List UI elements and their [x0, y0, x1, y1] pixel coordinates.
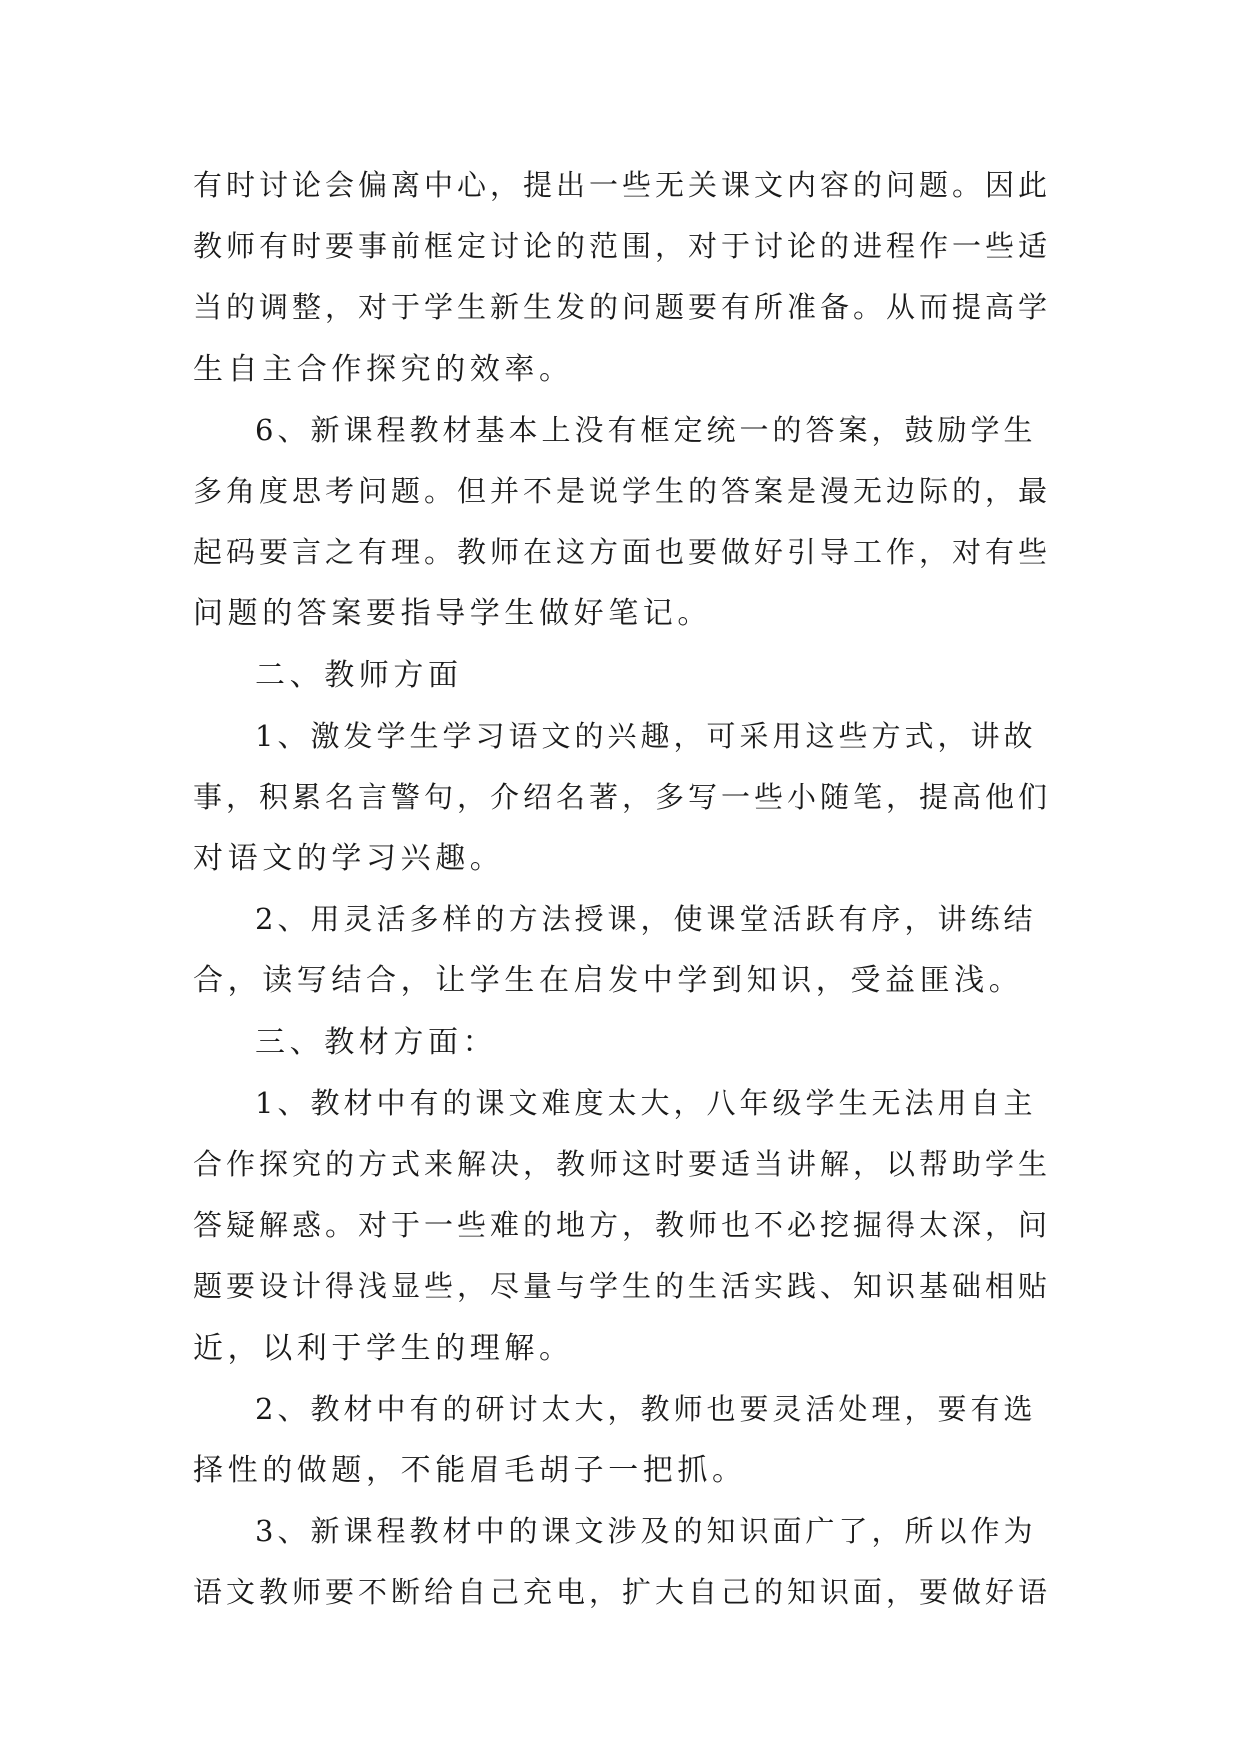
text-line: 语文教师要不断给自己充电，扩大自己的知识面，要做好语 [193, 1575, 1052, 1610]
paragraph-start-line: 1、激发学生学习语文的兴趣，可采用这些方式，讲故 [255, 718, 1037, 753]
paragraph-start-line: 3、新课程教材中的课文涉及的知识面广了，所以作为 [255, 1514, 1037, 1549]
paragraph-start-line: 2、用灵活多样的方法授课，使课堂活跃有序，讲练结 [255, 902, 1037, 937]
text-line: 择性的做题，不能眉毛胡子一把抓。 [193, 1452, 747, 1488]
section-heading: 二、教师方面 [255, 657, 463, 693]
text-line: 有时讨论会偏离中心，提出一些无关课文内容的问题。因此 [193, 168, 1052, 202]
text-line: 起码要言之有理。教师在这方面也要做好引导工作，对有些 [193, 535, 1052, 570]
text-line: 题要设计得浅显些，尽量与学生的生活实践、知识基础相贴 [193, 1269, 1052, 1304]
text-line: 教师有时要事前框定讨论的范围，对于讨论的进程作一些适 [193, 229, 1052, 264]
text-line: 合，读写结合，让学生在启发中学到知识，受益匪浅。 [193, 963, 1024, 999]
text-line: 当的调整，对于学生新生发的问题要有所准备。从而提高学 [193, 290, 1052, 325]
paragraph-start-line: 6、新课程教材基本上没有框定统一的答案，鼓励学生 [255, 412, 1037, 447]
paragraph-start-line: 2、教材中有的研讨太大，教师也要灵活处理，要有选 [255, 1391, 1037, 1426]
text-line: 合作探究的方式来解决，教师这时要适当讲解，以帮助学生 [193, 1147, 1052, 1181]
paragraph-start-line: 1、教材中有的课文难度太大，八年级学生无法用自主 [255, 1085, 1037, 1120]
text-line: 近，以利于学生的理解。 [193, 1330, 574, 1366]
body-text [193, 155, 1053, 1624]
text-line: 多角度思考问题。但并不是说学生的答案是漫无边际的，最 [193, 473, 1052, 508]
text-line: 对语文的学习兴趣。 [193, 841, 505, 877]
text-line: 事，积累名言警句，介绍名著，多写一些小随笔，提高他们 [193, 779, 1052, 814]
section-heading: 三、教材方面： [255, 1024, 498, 1060]
text-line: 生自主合作探究的效率。 [193, 351, 574, 387]
text-line: 问题的答案要指导学生做好笔记。 [193, 596, 712, 632]
text-line: 答疑解惑。对于一些难的地方，教师也不必挖掘得太深，问 [193, 1208, 1052, 1243]
